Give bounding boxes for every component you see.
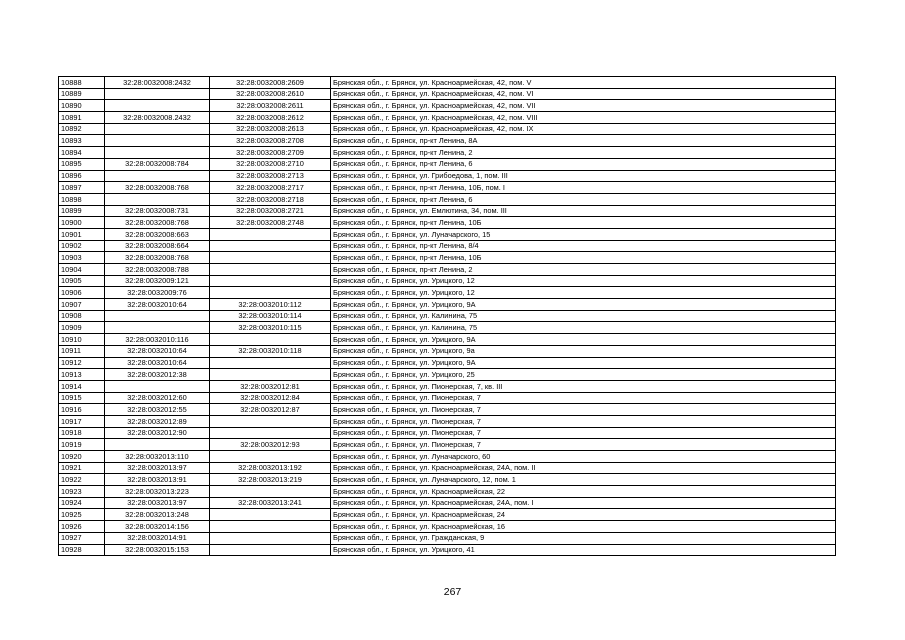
address-cell: Брянская обл., г. Брянск, ул. Емлютина, 34, пом. III (331, 205, 836, 217)
table-row (59, 404, 836, 416)
address-cell: Брянская обл., г. Брянск, ул. Урицкого, 9А (331, 334, 836, 346)
cadastral-parcel-cell (105, 439, 210, 451)
property-register-table (58, 76, 836, 556)
cadastral-object-cell: 32:28:0032008:2708 (210, 135, 331, 147)
cadastral-object-cell: 32:28:0032008:2611 (210, 100, 331, 112)
record-number-cell: 10919 (59, 439, 105, 451)
cadastral-parcel-cell (105, 135, 210, 147)
table-row (59, 334, 836, 346)
address-cell: Брянская обл., г. Брянск, ул. Луначарского, 15 (331, 228, 836, 240)
address-cell: Брянская обл., г. Брянск, ул. Красноармейская, 42, пом. VII (331, 100, 836, 112)
record-number-cell: 10893 (59, 135, 105, 147)
address-cell: Брянская обл., г. Брянск, ул. Урицкого, 41 (331, 544, 836, 556)
table-row (59, 193, 836, 205)
cadastral-object-cell: 32:28:0032008:2609 (210, 77, 331, 89)
record-number-cell: 10899 (59, 205, 105, 217)
address-cell: Брянская обл., г. Брянск, ул. Красноармейская, 42, пом. VI (331, 88, 836, 100)
cadastral-object-cell (210, 451, 331, 463)
table-row (59, 345, 836, 357)
record-number-cell: 10896 (59, 170, 105, 182)
cadastral-object-cell: 32:28:0032013:192 (210, 462, 331, 474)
cadastral-parcel-cell: 32:28:0032014:91 (105, 532, 210, 544)
cadastral-object-cell (210, 275, 331, 287)
table-row (59, 112, 836, 124)
address-cell: Брянская обл., г. Брянск, пр-кт Ленина, 2 (331, 147, 836, 159)
cadastral-object-cell: 32:28:0032010:112 (210, 299, 331, 311)
table-row (59, 380, 836, 392)
table-row (59, 532, 836, 544)
cadastral-parcel-cell (105, 123, 210, 135)
cadastral-parcel-cell (105, 380, 210, 392)
record-number-cell: 10917 (59, 415, 105, 427)
record-number-cell: 10898 (59, 193, 105, 205)
cadastral-object-cell: 32:28:0032008:2610 (210, 88, 331, 100)
table-row (59, 205, 836, 217)
cadastral-object-cell: 32:28:0032008:2713 (210, 170, 331, 182)
cadastral-parcel-cell: 32:28:0032008:768 (105, 182, 210, 194)
record-number-cell: 10928 (59, 544, 105, 556)
record-number-cell: 10904 (59, 264, 105, 276)
table-row (59, 275, 836, 287)
cadastral-object-cell: 32:28:0032012:81 (210, 380, 331, 392)
cadastral-parcel-cell: 32:28:0032015:153 (105, 544, 210, 556)
address-cell: Брянская обл., г. Брянск, пр-кт Ленина, 6 (331, 158, 836, 170)
table-row (59, 497, 836, 509)
address-cell: Брянская обл., г. Брянск, пр-кт Ленина, 6 (331, 193, 836, 205)
address-cell: Брянская обл., г. Брянск, ул. Красноармейская, 24А, пом. I (331, 497, 836, 509)
cadastral-parcel-cell: 32:28:0032010:64 (105, 357, 210, 369)
cadastral-parcel-cell: 32:28:0032012:55 (105, 404, 210, 416)
record-number-cell: 10909 (59, 322, 105, 334)
page-number: 267 (443, 586, 462, 598)
cadastral-parcel-cell (105, 170, 210, 182)
address-cell: Брянская обл., г. Брянск, ул. Урицкого, 9А (331, 299, 836, 311)
record-number-cell: 10895 (59, 158, 105, 170)
address-cell: Брянская обл., г. Брянск, ул. Грибоедова, 1, пом. III (331, 170, 836, 182)
cadastral-parcel-cell: 32:28:0032008:788 (105, 264, 210, 276)
cadastral-object-cell (210, 532, 331, 544)
table-row (59, 217, 836, 229)
address-cell: Брянская обл., г. Брянск, ул. Луначарского, 12, пом. 1 (331, 474, 836, 486)
record-number-cell: 10902 (59, 240, 105, 252)
cadastral-object-cell: 32:28:0032008:2721 (210, 205, 331, 217)
cadastral-parcel-cell: 32:28:0032008:768 (105, 217, 210, 229)
address-cell: Брянская обл., г. Брянск, ул. Урицкого, 9а (331, 345, 836, 357)
cadastral-object-cell: 32:28:0032013:241 (210, 497, 331, 509)
record-number-cell: 10923 (59, 486, 105, 498)
cadastral-object-cell (210, 369, 331, 381)
record-number-cell: 10889 (59, 88, 105, 100)
cadastral-object-cell: 32:28:0032013:219 (210, 474, 331, 486)
record-number-cell: 10891 (59, 112, 105, 124)
table-row (59, 439, 836, 451)
address-cell: Брянская обл., г. Брянск, ул. Луначарского, 60 (331, 451, 836, 463)
cadastral-parcel-cell (105, 88, 210, 100)
record-number-cell: 10900 (59, 217, 105, 229)
cadastral-object-cell (210, 357, 331, 369)
address-cell: Брянская обл., г. Брянск, пр-кт Ленина, 10Б (331, 217, 836, 229)
table-row (59, 77, 836, 89)
record-number-cell: 10914 (59, 380, 105, 392)
cadastral-parcel-cell: 32:28:0032008:731 (105, 205, 210, 217)
table-row (59, 462, 836, 474)
cadastral-parcel-cell: 32:28:0032008:2432 (105, 77, 210, 89)
cadastral-parcel-cell: 32:28:0032013:110 (105, 451, 210, 463)
table-row (59, 252, 836, 264)
record-number-cell: 10907 (59, 299, 105, 311)
address-cell: Брянская обл., г. Брянск, ул. Красноармейская, 22 (331, 486, 836, 498)
address-cell: Брянская обл., г. Брянск, ул. Урицкого, 9А (331, 357, 836, 369)
cadastral-object-cell (210, 509, 331, 521)
table-row (59, 240, 836, 252)
cadastral-object-cell: 32:28:0032012:87 (210, 404, 331, 416)
record-number-cell: 10892 (59, 123, 105, 135)
cadastral-parcel-cell: 32:28:0032008:784 (105, 158, 210, 170)
cadastral-parcel-cell (105, 100, 210, 112)
cadastral-object-cell (210, 240, 331, 252)
cadastral-object-cell (210, 486, 331, 498)
table-row (59, 100, 836, 112)
cadastral-parcel-cell: 32:28:0032012:60 (105, 392, 210, 404)
record-number-cell: 10890 (59, 100, 105, 112)
record-number-cell: 10911 (59, 345, 105, 357)
address-cell: Брянская обл., г. Брянск, ул. Пионерская, 7 (331, 439, 836, 451)
record-number-cell: 10894 (59, 147, 105, 159)
record-number-cell: 10920 (59, 451, 105, 463)
cadastral-parcel-cell: 32:28:0032009:121 (105, 275, 210, 287)
record-number-cell: 10901 (59, 228, 105, 240)
record-number-cell: 10921 (59, 462, 105, 474)
table-row (59, 509, 836, 521)
table-row (59, 299, 836, 311)
record-number-cell: 10915 (59, 392, 105, 404)
cadastral-parcel-cell: 32:28:0032013:97 (105, 462, 210, 474)
record-number-cell: 10888 (59, 77, 105, 89)
address-cell: Брянская обл., г. Брянск, ул. Урицкого, 25 (331, 369, 836, 381)
record-number-cell: 10913 (59, 369, 105, 381)
table-row (59, 322, 836, 334)
record-number-cell: 10908 (59, 310, 105, 322)
cadastral-object-cell: 32:28:0032008:2717 (210, 182, 331, 194)
cadastral-parcel-cell (105, 322, 210, 334)
cadastral-parcel-cell: 32:28:0032010:64 (105, 299, 210, 311)
cadastral-parcel-cell: 32:28:0032014:156 (105, 521, 210, 533)
table-row (59, 310, 836, 322)
cadastral-parcel-cell: 32:28:0032008:768 (105, 252, 210, 264)
record-number-cell: 10910 (59, 334, 105, 346)
cadastral-object-cell: 32:28:0032010:114 (210, 310, 331, 322)
record-number-cell: 10925 (59, 509, 105, 521)
address-cell: Брянская обл., г. Брянск, пр-кт Ленина, 8А (331, 135, 836, 147)
cadastral-object-cell (210, 427, 331, 439)
cadastral-object-cell: 32:28:0032012:84 (210, 392, 331, 404)
cadastral-object-cell (210, 252, 331, 264)
cadastral-parcel-cell: 32:28:0032013:91 (105, 474, 210, 486)
table-row (59, 123, 836, 135)
table-row (59, 521, 836, 533)
table-row (59, 357, 836, 369)
cadastral-object-cell: 32:28:0032008:2709 (210, 147, 331, 159)
address-cell: Брянская обл., г. Брянск, ул. Красноармейская, 42, пом. V (331, 77, 836, 89)
cadastral-object-cell (210, 228, 331, 240)
cadastral-parcel-cell (105, 310, 210, 322)
table-row (59, 427, 836, 439)
cadastral-parcel-cell: 32:28:0032013:248 (105, 509, 210, 521)
address-cell: Брянская обл., г. Брянск, ул. Гражданская, 9 (331, 532, 836, 544)
cadastral-object-cell (210, 264, 331, 276)
address-cell: Брянская обл., г. Брянск, ул. Красноармейская, 24А, пом. II (331, 462, 836, 474)
record-number-cell: 10927 (59, 532, 105, 544)
address-cell: Брянская обл., г. Брянск, пр-кт Ленина, 8/4 (331, 240, 836, 252)
cadastral-object-cell (210, 521, 331, 533)
table-row (59, 158, 836, 170)
address-cell: Брянская обл., г. Брянск, ул. Красноармейская, 42, пом. IX (331, 123, 836, 135)
record-number-cell: 10926 (59, 521, 105, 533)
record-number-cell: 10903 (59, 252, 105, 264)
table-row (59, 147, 836, 159)
table-body (59, 77, 836, 556)
address-cell: Брянская обл., г. Брянск, ул. Калинина, 75 (331, 310, 836, 322)
cadastral-parcel-cell: 32:28:0032010:116 (105, 334, 210, 346)
cadastral-parcel-cell: 32:28:0032012:38 (105, 369, 210, 381)
cadastral-parcel-cell (105, 147, 210, 159)
address-cell: Брянская обл., г. Брянск, ул. Пионерская, 7 (331, 427, 836, 439)
cadastral-object-cell: 32:28:0032010:118 (210, 345, 331, 357)
cadastral-parcel-cell: 32:28:0032013:223 (105, 486, 210, 498)
cadastral-object-cell: 32:28:0032008:2748 (210, 217, 331, 229)
record-number-cell: 10905 (59, 275, 105, 287)
record-number-cell: 10916 (59, 404, 105, 416)
record-number-cell: 10924 (59, 497, 105, 509)
table-row (59, 415, 836, 427)
table-row (59, 474, 836, 486)
table-row (59, 392, 836, 404)
table-row (59, 544, 836, 556)
table-row (59, 88, 836, 100)
record-number-cell: 10922 (59, 474, 105, 486)
address-cell: Брянская обл., г. Брянск, пр-кт Ленина, 2 (331, 264, 836, 276)
cadastral-object-cell (210, 544, 331, 556)
address-cell: Брянская обл., г. Брянск, ул. Пионерская, 7 (331, 404, 836, 416)
address-cell: Брянская обл., г. Брянск, пр-кт Ленина, 10Б, пом. I (331, 182, 836, 194)
address-cell: Брянская обл., г. Брянск, ул. Красноармейская, 42, пом. VIII (331, 112, 836, 124)
cadastral-parcel-cell: 32:28:0032008.2432 (105, 112, 210, 124)
cadastral-object-cell: 32:28:0032008:2718 (210, 193, 331, 205)
address-cell: Брянская обл., г. Брянск, ул. Пионерская, 7, кв. III (331, 380, 836, 392)
address-cell: Брянская обл., г. Брянск, ул. Калинина, 75 (331, 322, 836, 334)
record-number-cell: 10912 (59, 357, 105, 369)
address-cell: Брянская обл., г. Брянск, ул. Пионерская, 7 (331, 415, 836, 427)
cadastral-object-cell: 32:28:0032012:93 (210, 439, 331, 451)
table-row (59, 182, 836, 194)
cadastral-object-cell (210, 287, 331, 299)
table-row (59, 287, 836, 299)
cadastral-parcel-cell (105, 193, 210, 205)
record-number-cell: 10897 (59, 182, 105, 194)
cadastral-parcel-cell: 32:28:0032012:90 (105, 427, 210, 439)
cadastral-parcel-cell: 32:28:0032012:89 (105, 415, 210, 427)
address-cell: Брянская обл., г. Брянск, пр-кт Ленина, 10Б (331, 252, 836, 264)
cadastral-object-cell: 32:28:0032010:115 (210, 322, 331, 334)
cadastral-object-cell: 32:28:0032008:2710 (210, 158, 331, 170)
table-row (59, 135, 836, 147)
table-row (59, 264, 836, 276)
record-number-cell: 10918 (59, 427, 105, 439)
cadastral-object-cell (210, 415, 331, 427)
table-row (59, 369, 836, 381)
address-cell: Брянская обл., г. Брянск, ул. Пионерская, 7 (331, 392, 836, 404)
table-row (59, 451, 836, 463)
cadastral-object-cell: 32:28:0032008:2612 (210, 112, 331, 124)
table-row (59, 228, 836, 240)
record-number-cell: 10906 (59, 287, 105, 299)
cadastral-object-cell (210, 334, 331, 346)
cadastral-parcel-cell: 32:28:0032010:64 (105, 345, 210, 357)
table-row (59, 170, 836, 182)
address-cell: Брянская обл., г. Брянск, ул. Красноармейская, 24 (331, 509, 836, 521)
cadastral-parcel-cell: 32:28:0032008:663 (105, 228, 210, 240)
cadastral-parcel-cell: 32:28:0032013:97 (105, 497, 210, 509)
address-cell: Брянская обл., г. Брянск, ул. Урицкого, 12 (331, 287, 836, 299)
address-cell: Брянская обл., г. Брянск, ул. Урицкого, 12 (331, 275, 836, 287)
address-cell: Брянская обл., г. Брянск, ул. Красноармейская, 16 (331, 521, 836, 533)
cadastral-parcel-cell: 32:28:0032009:76 (105, 287, 210, 299)
cadastral-object-cell: 32:28:0032008:2613 (210, 123, 331, 135)
table-row (59, 486, 836, 498)
cadastral-parcel-cell: 32:28:0032008:664 (105, 240, 210, 252)
